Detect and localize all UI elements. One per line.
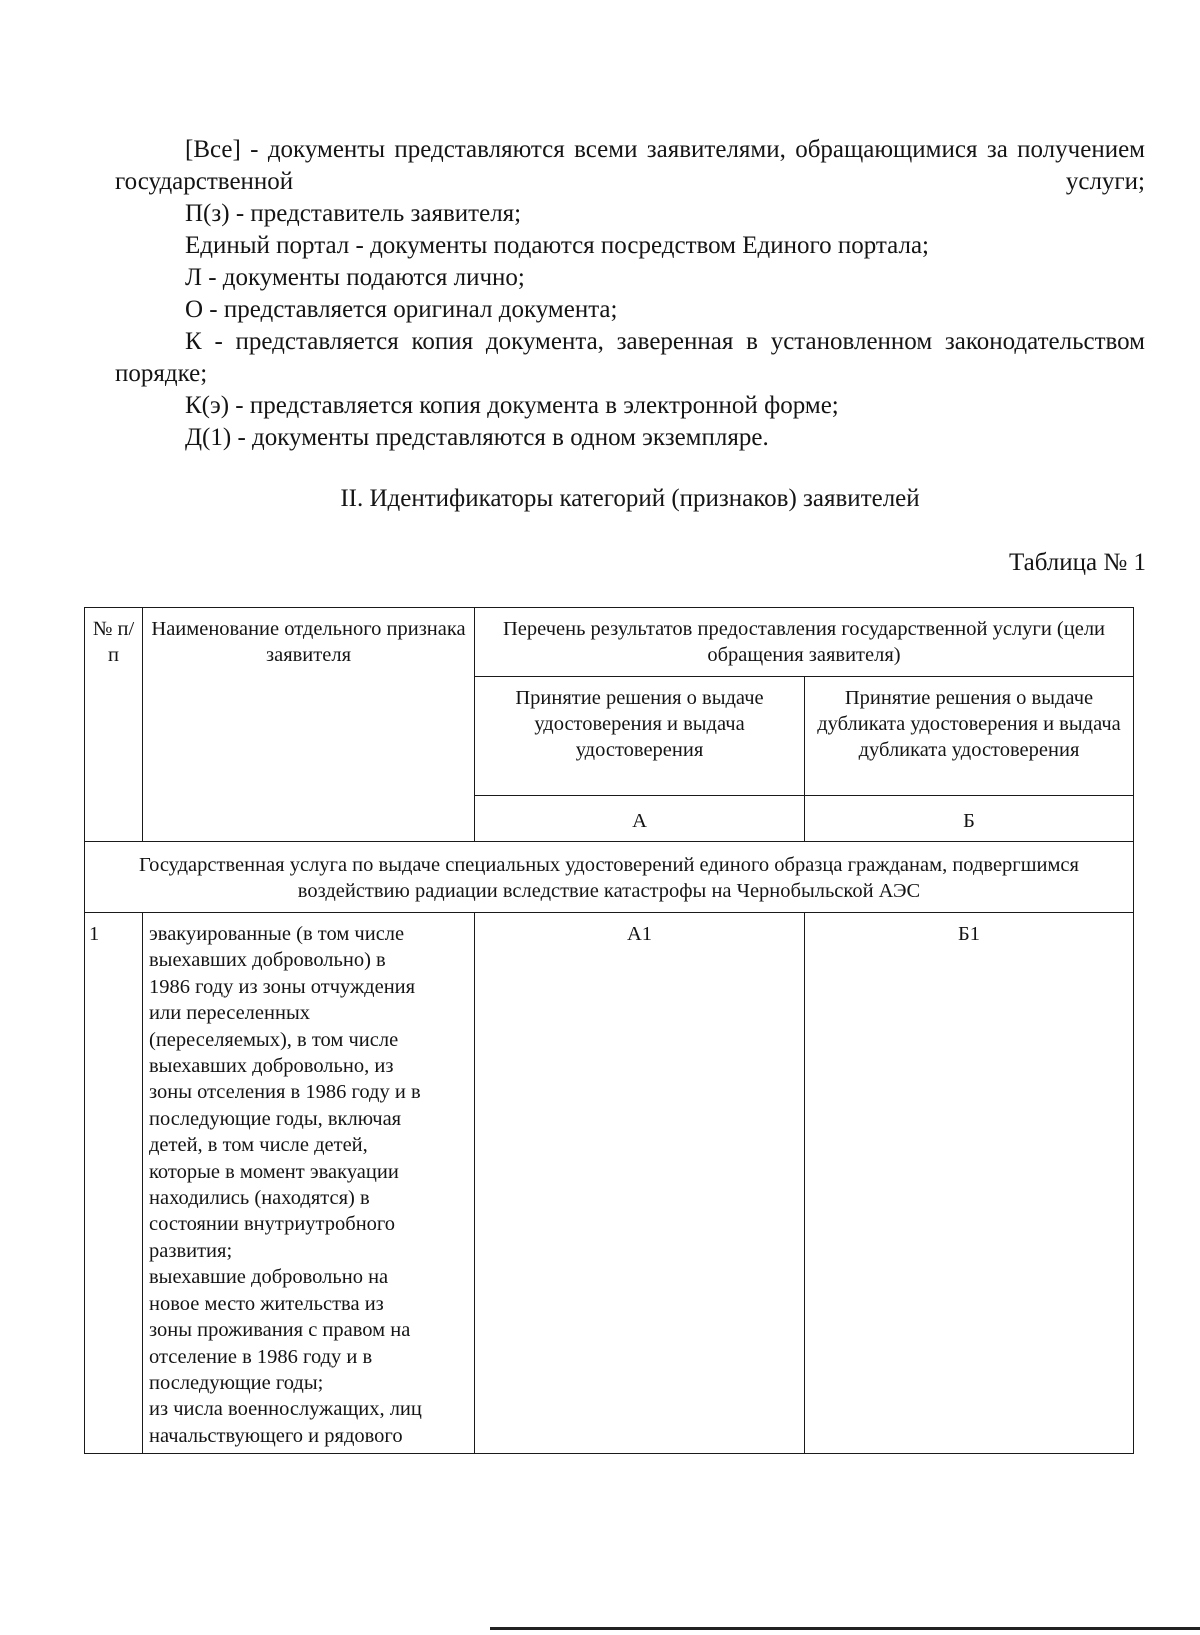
row-name-line: выехавших добровольно, из <box>149 1055 394 1078</box>
row-name-line: зоны проживания с правом на <box>149 1319 411 1342</box>
row-name-line: последующие годы; <box>149 1371 324 1394</box>
row-name-line: развития; <box>149 1239 233 1262</box>
header-num <box>85 608 143 842</box>
header-col-b <box>805 677 1134 796</box>
header-results-label: Перечень результатов предоставления государственной услуги (цели обращения заявителя) <box>502 618 1106 666</box>
legend-item: Д(1) - документы представляются в одном экземпляре. <box>185 424 769 451</box>
legend-item: О - представляется оригинал документа; <box>185 296 618 323</box>
row-name-line: или переселенных <box>149 1002 310 1025</box>
row-name-line: (переселяемых), в том числе <box>149 1028 399 1051</box>
legend-item: К - представляется копия документа, заверенная в установленном законодательством порядке; <box>115 328 1145 387</box>
legend-item: Л - документы подаются лично; <box>185 264 525 291</box>
header-col-a <box>475 677 805 796</box>
row-name-line: начальствующего и рядового <box>149 1424 403 1447</box>
row-name-line: которые в момент эвакуации <box>149 1160 399 1183</box>
legend-item: Единый портал - документы подаются посредством Единого портала; <box>185 232 929 259</box>
code-b: Б <box>805 796 1134 842</box>
row-name-line: детей, в том числе детей, <box>149 1134 368 1157</box>
row-name-line: новое место жительства из <box>149 1292 384 1315</box>
legend-item: П(з) - представитель заявителя; <box>185 200 522 227</box>
row-num: 1 <box>85 913 143 1454</box>
bottom-border-rule <box>490 1627 1200 1630</box>
row-name-line: состоянии внутриутробного <box>149 1213 396 1236</box>
header-name-label: Наименование отдельного признака заявителя <box>151 618 466 666</box>
header-results-group <box>475 608 1134 677</box>
row-name-line: 1986 году из зоны отчуждения <box>149 975 416 998</box>
row-name <box>143 913 475 1454</box>
header-num-label: № п/п <box>92 618 135 666</box>
section-heading: II. Идентификаторы категорий (признаков) заявителей <box>340 485 920 512</box>
row-name-line: отселение в 1986 году и в <box>149 1345 373 1368</box>
row-code-a: А1 <box>475 913 805 1454</box>
legend-item: [Все] - документы представляются всеми заявителями, обращающимися за получением государственной услуги; <box>115 136 1145 195</box>
table-caption: Таблица № 1 <box>1008 549 1146 576</box>
section-row-cell: Государственная услуга по выдаче специальных удостоверений единого образца гражданам, подвергшимся воздействию радиации вследствие катастрофы на Чернобыльской АЭС <box>85 842 1134 913</box>
section-row <box>85 842 1134 913</box>
header-col-b-label: Принятие решения о выдаче дубликата удостоверения и выдача дубликата удостоверения <box>817 687 1121 761</box>
applicant-categories-table <box>84 607 1134 1454</box>
row-name-line: эвакуированные (в том числе <box>149 923 405 945</box>
row-code-b: Б1 <box>805 913 1134 1454</box>
row-name-line: выехавших добровольно) в <box>149 949 386 972</box>
header-name <box>143 608 475 842</box>
table-header-row <box>85 608 1134 677</box>
legend-block <box>115 134 1145 454</box>
code-a: А <box>475 796 805 842</box>
legend-item: К(э) - представляется копия документа в электронной форме; <box>185 392 839 419</box>
table-row <box>85 913 1134 1454</box>
header-col-a-label: Принятие решения о выдаче удостоверения и выдача удостоверения <box>515 687 764 761</box>
row-name-line: последующие годы, включая <box>149 1107 402 1130</box>
row-name-line: выехавшие добровольно на <box>149 1266 389 1289</box>
row-name-line: находились (находятся) в <box>149 1187 370 1210</box>
row-name-line: из числа военнослужащих, лиц <box>149 1398 422 1421</box>
row-name-line: зоны отселения в 1986 году и в <box>149 1081 421 1104</box>
